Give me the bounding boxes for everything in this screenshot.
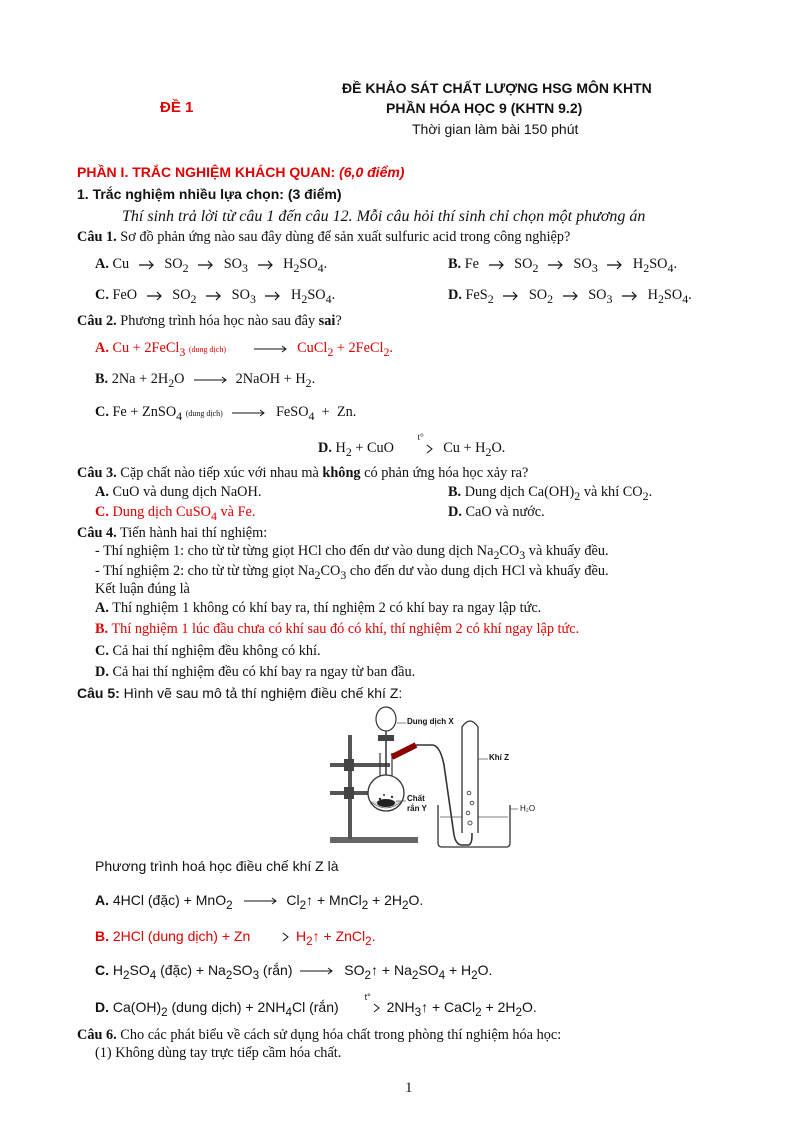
question-2: Câu 2. Phương trình hóa học nào sau đây sai? xyxy=(77,313,342,329)
q4-option-a: A. Thí nghiệm 1 không có khí bay ra, thí nghiệm 2 có khí bay ra ngay lập tức. xyxy=(95,600,542,616)
q2-option-d: D. $H_2$ + CuO $^{t^\circ}$ $Cu + H_2O$. xyxy=(318,432,506,459)
q5-option-a: A. 4HCl (đặc) + MnO$_2$ $Cl_2↑$ + MnCl$_2$ + $2H_2O$. xyxy=(95,892,424,912)
q4-option-c: C. Cả hai thí nghiệm đều không có khí. xyxy=(95,643,321,659)
q3-option-d: D. CaO và nước. xyxy=(448,504,545,520)
q2-option-a: A. Cu + 2FeCl$_3$ (dung dịch) CuCl$_2$ + 2FeCl$_2$. xyxy=(95,340,393,359)
q1-option-b: B. Fe $SO_2$ $SO_3$ $H_2SO_4$. xyxy=(448,256,678,275)
question-3: Câu 3. Cặp chất nào tiếp xúc với nhau mà không có phản ứng hóa học xảy ra? xyxy=(77,465,529,481)
figure-label-x: Dung dịch X xyxy=(407,717,454,726)
exam-code: ĐỀ 1 xyxy=(160,99,194,116)
page-number: 1 xyxy=(405,1080,413,1096)
q1-option-d: D. FeS$_2$ $SO_2$ $SO_3$ $H_2SO_4$. xyxy=(448,287,692,306)
q5-option-c: C. $H_2SO_4$ (đặc) + $Na_2SO_3$ (rắn) $SO_2↑ + Na_2SO_4 + H_2O$. xyxy=(95,962,493,982)
q1-option-a: A. Cu $SO_2$ $SO_3$ $H_2SO_4$. xyxy=(95,256,328,275)
duration: Thời gian làm bài 150 phút xyxy=(412,121,579,137)
title-line2: PHẦN HÓA HỌC 9 (KHTN 9.2) xyxy=(386,100,583,116)
figure-label-y2: rắn Y xyxy=(407,804,427,813)
figure-label-h2o: H₂O xyxy=(520,804,536,813)
question-4: Câu 4. Tiến hành hai thí nghiệm: xyxy=(77,525,268,541)
figure-label-y1: Chất xyxy=(407,794,425,803)
question-6: Câu 6. Cho các phát biểu về cách sử dụng hóa chất trong phòng thí nghiệm hóa học: xyxy=(77,1027,562,1043)
q6-item-1: (1) Không dùng tay trực tiếp cầm hóa chất. xyxy=(95,1045,342,1061)
title-line1: ĐỀ KHẢO SÁT CHẤT LƯỢNG HSG MÔN KHTN xyxy=(342,80,652,96)
apparatus-figure xyxy=(322,705,544,851)
subsection-title: 1. Trắc nghiệm nhiều lựa chọn: (3 điểm) xyxy=(77,186,342,202)
q5-option-b: B. 2HCl (dung dịch) + Zn $H_2↑$ + ZnCl$_2$. xyxy=(95,928,376,948)
q1-option-c: C. FeO $SO_2$ $SO_3$ $H_2SO_4$. xyxy=(95,287,336,306)
q3-option-a: A. CuO và dung dịch NaOH. xyxy=(95,484,262,500)
question-1: Câu 1. Sơ đồ phản ứng nào sau đây dùng để sản xuất sulfuric acid trong công nghiệp? xyxy=(77,229,571,245)
figure-label-z: Khí Z xyxy=(489,753,509,762)
q5-prompt: Phương trình hoá học điều chế khí Z là xyxy=(95,858,339,874)
q4-experiment-2: - Thí nghiệm 2: cho từ từ từng giọt $Na_2CO_3$ cho đến dư vào dung dịch HCl và khuấy đều. xyxy=(95,563,609,582)
question-5: Câu 5: Hình vẽ sau mô tả thí nghiệm điều chế khí Z: xyxy=(77,685,403,701)
section-title: PHẦN I. TRẮC NGHIỆM KHÁCH QUAN: (6,0 điểm) xyxy=(77,164,405,180)
q4-option-d: D. Cả hai thí nghiệm đều có khí bay ra ngay từ ban đầu. xyxy=(95,664,416,680)
q2-option-c: C. Fe + ZnSO$_4$ (dung dịch) FeSO$_4$ + Zn. xyxy=(95,404,357,423)
instruction: Thí sinh trả lời từ câu 1 đến câu 12. Mỗi câu hỏi thí sinh chỉ chọn một phương án xyxy=(122,208,646,225)
q2-option-b: B. $2Na + 2H_2O$ 2NaOH + $H_2$. xyxy=(95,371,316,390)
q4-conclusion: Kết luận đúng là xyxy=(95,581,190,597)
q4-option-b: B. Thí nghiệm 1 lúc đầu chưa có khí sau đó có khí, thí nghiệm 2 có khí ngay lập tức. xyxy=(95,621,580,637)
q3-option-c: C. Dung dịch CuSO$_4$ và Fe. xyxy=(95,504,256,523)
q5-option-d: D. $Ca(OH)_2$ (dung dịch) + $2NH_4Cl$ (rắn) $^{t^\circ}$ $2NH_3↑$ + CaCl$_2$ + $2H_2O$. xyxy=(95,992,537,1019)
q4-experiment-1: - Thí nghiệm 1: cho từ từ từng giọt HCl cho đến dư vào dung dịch $Na_2CO_3$ và khuấy đều. xyxy=(95,543,609,562)
q3-option-b: B. Dung dịch $Ca(OH)_2$ và khí $CO_2$. xyxy=(448,484,653,503)
